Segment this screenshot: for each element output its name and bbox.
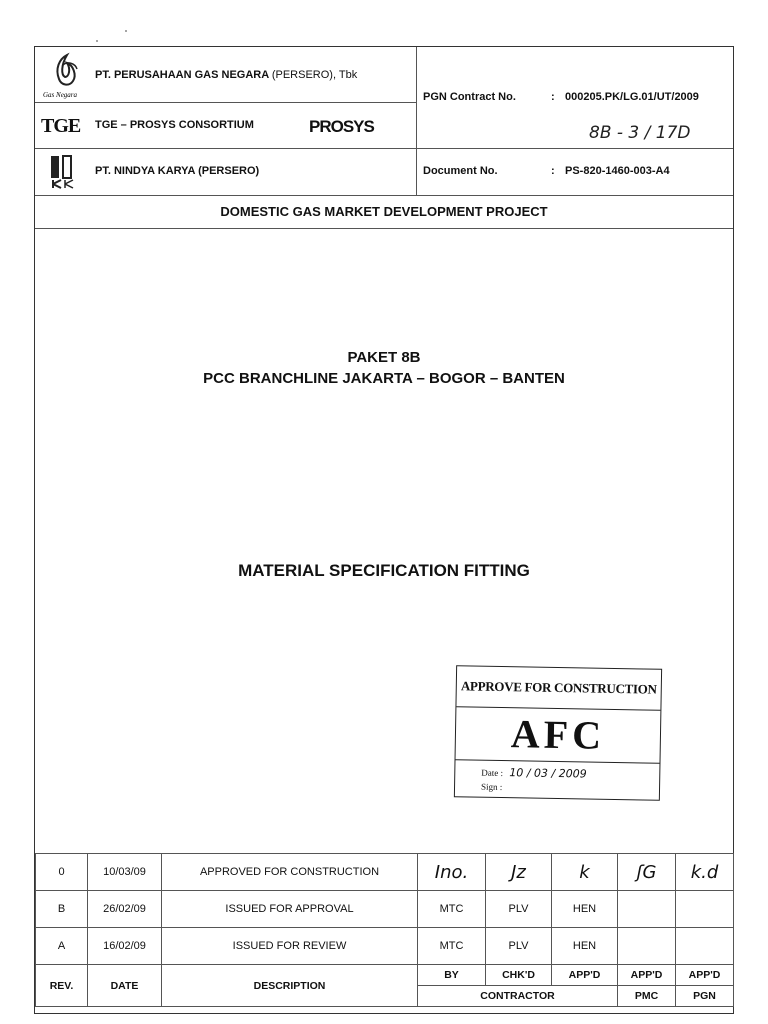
rev-cell: 0 [36, 854, 88, 891]
logo-caption: Gas Negara [43, 91, 78, 99]
contract-handwritten-note: 8B - 3 / 17D [589, 123, 691, 143]
chkd-cell: PLV [486, 928, 552, 965]
stamp-date-label: Date : [481, 767, 504, 779]
description-cell: APPROVED FOR CONSTRUCTION [162, 854, 418, 891]
table-row [36, 854, 734, 891]
pgn-cell [676, 891, 734, 928]
col-chkd-header: CHK'D [486, 965, 552, 986]
table-row [36, 928, 734, 965]
contract-cell [416, 47, 733, 149]
nindya-karya-logo [49, 154, 77, 190]
contract-label: PGN Contract No. [423, 91, 516, 103]
contract-sep: : [551, 91, 555, 103]
contractor-row [35, 149, 417, 195]
pmc-cell [618, 891, 676, 928]
document-label: Document No. [423, 165, 498, 177]
scan-speck [96, 40, 98, 42]
pgn-header: PGN [676, 986, 734, 1007]
owner-suffix: (PERSERO), Tbk [271, 69, 358, 81]
specification-title: MATERIAL SPECIFICATION FITTING [238, 561, 530, 580]
rev-cell: A [36, 928, 88, 965]
table-row [36, 891, 734, 928]
contract-number: 000205.PK/LG.01/UT/2009 [565, 91, 699, 103]
scan-speck [125, 30, 127, 32]
date-cell: 10/03/09 [88, 854, 162, 891]
document-sep: : [551, 165, 555, 177]
consortium-row [35, 103, 417, 149]
col-by-header: BY [418, 965, 486, 986]
header-row-top [36, 965, 734, 986]
stamp-sign-line [455, 779, 659, 798]
pmc-header: PMC [618, 986, 676, 1007]
col-appd-pmc-header: APP'D [618, 965, 676, 986]
col-appd-pgn-header: APP'D [676, 965, 734, 986]
col-description-header: DESCRIPTION [162, 965, 418, 1007]
stamp-sign-label: Sign : [480, 781, 503, 793]
revision-table [35, 853, 734, 1007]
description-cell: ISSUED FOR APPROVAL [162, 891, 418, 928]
rev-cell: B [36, 891, 88, 928]
col-date-header: DATE [88, 965, 162, 1007]
project-title: DOMESTIC GAS MARKET DEVELOPMENT PROJECT [35, 195, 733, 229]
pgn-signature: k.d [676, 854, 734, 891]
document-frame [34, 46, 734, 1014]
owner-name-text: PT. PERUSAHAAN GAS NEGARA [95, 69, 269, 81]
stamp-code: AFC [456, 707, 661, 764]
col-appd-header: APP'D [552, 965, 618, 986]
description-cell: ISSUED FOR REVIEW [162, 928, 418, 965]
chkd-signature: Jz [486, 854, 552, 891]
by-cell: MTC [418, 891, 486, 928]
tge-logo: TGE [41, 115, 81, 137]
afc-stamp [454, 665, 662, 801]
document-cell [416, 149, 733, 195]
date-cell: 26/02/09 [88, 891, 162, 928]
contractor-name: PT. NINDYA KARYA (PERSERO) [95, 165, 260, 177]
prosys-logo: PROSYS [309, 117, 374, 136]
gas-negara-logo [41, 49, 93, 101]
col-rev-header: REV. [36, 965, 88, 1007]
appd-cell: HEN [552, 891, 618, 928]
owner-name [95, 69, 357, 81]
pmc-cell [618, 928, 676, 965]
package-title: PAKET 8B [347, 349, 421, 366]
package-subtitle: PCC BRANCHLINE JAKARTA – BOGOR – BANTEN [203, 370, 565, 387]
by-signature: Ino. [418, 854, 486, 891]
pmc-signature: ʃG [618, 854, 676, 891]
contractor-group-header: CONTRACTOR [418, 986, 618, 1007]
stamp-date-value: 10 / 03 / 2009 [509, 766, 587, 781]
stamp-header: APPROVE FOR CONSTRUCTION [456, 666, 661, 711]
document-number: PS-820-1460-003-A4 [565, 165, 670, 177]
owner-row [35, 47, 417, 103]
by-cell: MTC [418, 928, 486, 965]
date-cell: 16/02/09 [88, 928, 162, 965]
appd-cell: HEN [552, 928, 618, 965]
pgn-cell [676, 928, 734, 965]
appd-signature: k [552, 854, 618, 891]
chkd-cell: PLV [486, 891, 552, 928]
consortium-name: TGE – PROSYS CONSORTIUM [95, 119, 254, 131]
